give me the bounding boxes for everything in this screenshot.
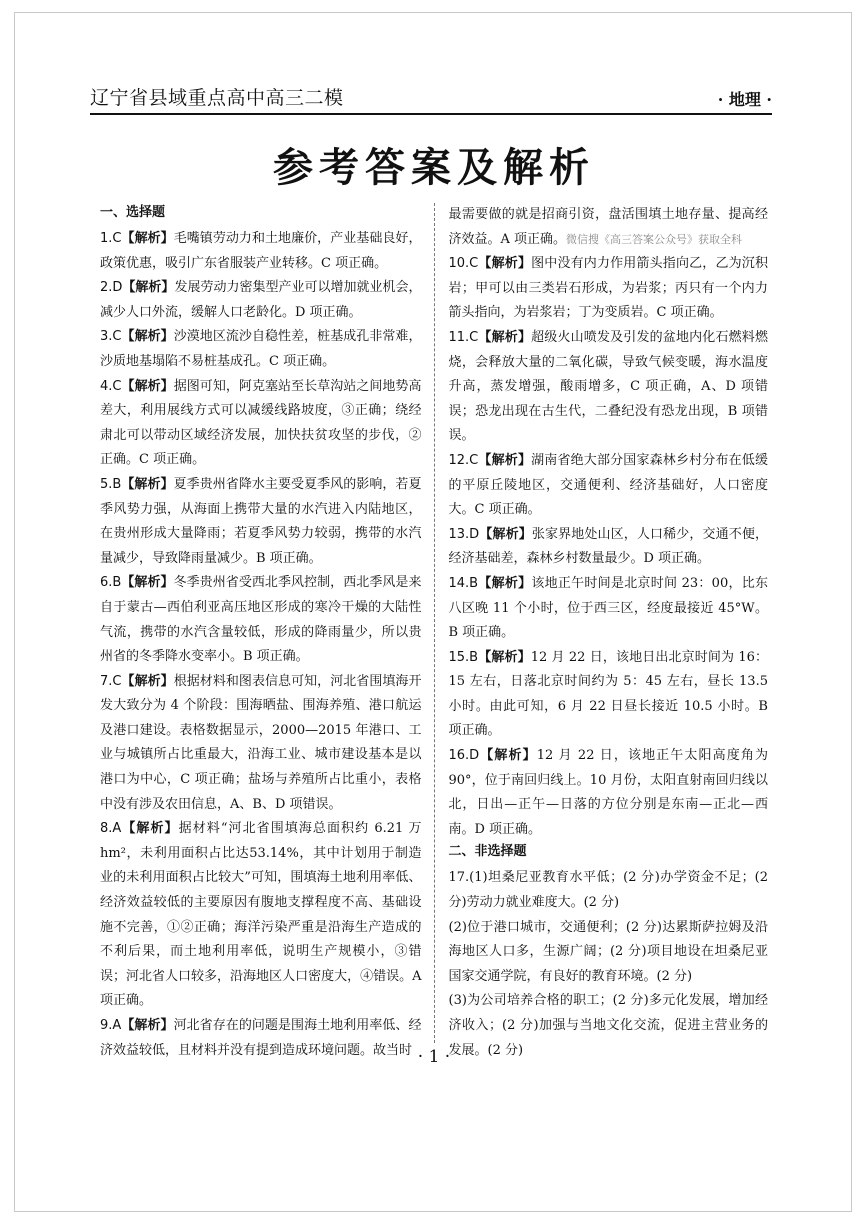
answer-item-5 bbox=[100, 473, 422, 571]
answer-number: 15.B bbox=[448, 649, 479, 665]
analysis-tag: 【解析】 bbox=[121, 1018, 174, 1033]
answer-item-14 bbox=[449, 572, 769, 646]
answer-number: 5.B bbox=[100, 476, 122, 492]
answer-number: 8.A bbox=[100, 821, 122, 837]
answer-text: 根据材料和图表信息可知，河北省围填海开发大致分为 4 个阶段：围海晒盐、围海养殖、港口航运及港口建设。表格数据显示，2000—2015 年港口、工业与城镇所占比重最大，沿海工业、城市建设基本是以港口为中心，C 项正确；盐场与养殖所占比重小，表格中没有涉及农田信息，A、B、D 项错误。 bbox=[100, 673, 422, 812]
answer-item-4 bbox=[100, 375, 422, 473]
answer-item-3 bbox=[100, 325, 422, 374]
answer-number: 9.A bbox=[100, 1018, 122, 1033]
answer-item-12 bbox=[449, 449, 769, 523]
answer-text: 超级火山喷发及引发的盆地内化石燃料燃烧，会释放大量的二氧化碳，导致气候变暖，海水温度升高，蒸发增强，酸雨增多，C 项正确，A、D 项错误；恐龙出现在古生代，二叠纪没有恐龙出现，B 项错误。 bbox=[448, 329, 768, 444]
answer-text: 最需要做的就是招商引资，盘活围填土地存量、提高经济效益。A 项正确。 bbox=[448, 207, 768, 247]
analysis-tag: 【解析】 bbox=[121, 575, 174, 591]
document-title: 参考答案及解析 bbox=[273, 145, 595, 191]
answer-item-6 bbox=[100, 571, 422, 669]
answer-number: 10.C bbox=[448, 256, 479, 272]
analysis-tag: 【解析】 bbox=[121, 231, 174, 246]
header-subject: · 地理 · bbox=[717, 90, 772, 109]
answer-number: 4.C bbox=[100, 378, 122, 394]
answer-item-2 bbox=[100, 276, 422, 325]
answer-number: 12.C bbox=[448, 452, 479, 468]
answer-item-8 bbox=[100, 817, 422, 1014]
answer-columns bbox=[100, 203, 768, 1058]
answer-17-part-2: (2)位于港口城市，交通便利；(2 分)达累斯萨拉姆及沿海地区人口多，生源广阔；(2 分)项目地设在坦桑尼亚国家交通学院，有良好的教育环境。(2 分) bbox=[448, 919, 768, 984]
right-column bbox=[439, 203, 769, 1058]
answer-item-15 bbox=[449, 646, 769, 744]
answer-number: 13.D bbox=[448, 526, 480, 542]
answer-text: 据材料“河北省围填海总面积约 6.21 万 hm²，未利用面积占比达53.14%，其中计划用于制造业的未利用面积占比较大”可知，围填海土地利用率低、经济效益较低的主要原因有腹地支撑程度不高、基础设施不完善，①②正确；海洋污染严重是沿海生产造成的不利后果，而土地利用率低，说明生产规模小，③错误；河北省人口较多，沿海地区人口密度大，④错误。A 项正确。 bbox=[100, 821, 422, 1009]
answer-item-1 bbox=[100, 227, 422, 276]
page-number: · 1 · bbox=[417, 1047, 451, 1067]
analysis-tag: 【解析】 bbox=[478, 256, 532, 272]
analysis-tag: 【解析】 bbox=[478, 575, 532, 591]
answer-text: 河北省存在的问题是围海土地利用率低、经济效益较低，且材料并没有提到造成环境问题。故当时 bbox=[100, 1018, 422, 1058]
answer-text: 毛嘴镇劳动力和土地廉价，产业基础良好，政策优惠，吸引广东省服装产业转移。C 项正确。 bbox=[100, 231, 422, 271]
answer-item-16 bbox=[449, 744, 769, 842]
answer-item-11 bbox=[449, 326, 769, 449]
answer-item-7 bbox=[100, 670, 422, 818]
answer-number: 1.C bbox=[100, 231, 122, 246]
answer-text: 发展劳动力密集型产业可以增加就业机会，减少人口外流，缓解人口老龄化。D 项正确。 bbox=[100, 280, 422, 320]
answer-text: 冬季贵州省受西北季风控制，西北季风是来自于蒙古—西伯利亚高压地区形成的寒冷干燥的大陆性气流，携带的水汽含量较低，形成的降雨量少，所以贵州省的冬季降水变率小。B 项正确。 bbox=[100, 575, 422, 665]
answer-17-part-1: 17.(1)坦桑尼亚教育水平低；(2 分)办学资金不足；(2 分)劳动力就业难度大。(2 分) bbox=[448, 870, 768, 911]
analysis-tag: 【解析】 bbox=[478, 329, 532, 345]
answer-text: 张家界地处山区，人口稀少，交通不便，经济基础差，森林乡村数量最少。D 项正确。 bbox=[448, 526, 768, 567]
answer-number: 7.C bbox=[100, 673, 122, 689]
header-title: 辽宁省县域重点高中高三二模 bbox=[90, 87, 344, 109]
watermark-text: 微信搜《高三答案公众号》获取全科 bbox=[566, 232, 743, 246]
analysis-tag: 【解析】 bbox=[121, 673, 174, 689]
answer-item-13 bbox=[449, 523, 769, 572]
answer-text: 图中没有内力作用箭头指向乙，乙为沉积岩；甲可以由三类岩石形成，为岩浆；丙只有一个内力箭头指向，为岩浆岩；丁为变质岩。C 项正确。 bbox=[448, 256, 768, 321]
analysis-tag: 【解析】 bbox=[122, 280, 175, 296]
answer-number: 11.C bbox=[448, 329, 479, 345]
answer-text: 夏季贵州省降水主要受夏季风的影响，若夏季风势力强，从海面上携带大量的水汽进入内陆地区，在贵州形成大量降雨；若夏季风势力较弱，携带的水汽量减少，导致降雨量减少。B 项正确。 bbox=[100, 476, 422, 566]
section-heading-choice: 一、选择题 bbox=[100, 205, 166, 220]
answer-17-part-3: (3)为公司培养合格的职工；(2 分)多元化发展，增加经济收入；(2 分)加强与当地文化交流，促进主营业务的发展。(2 分) bbox=[448, 993, 768, 1058]
column-divider bbox=[434, 203, 435, 1043]
analysis-tag: 【解析】 bbox=[121, 329, 174, 345]
answer-text: 12 月 22 日，该地正午太阳高度角为 90°，位于南回归线上。10 月份，太阳直射南回归线以北，日出—正午—日落的方位分别是东南—正北—西南。D 项正确。 bbox=[448, 748, 768, 837]
answer-item-9-continued bbox=[449, 203, 769, 252]
section-heading-nonchoice: 二、非选择题 bbox=[448, 844, 527, 860]
answer-number: 14.B bbox=[448, 575, 479, 591]
left-column bbox=[100, 203, 430, 1058]
answer-text: 据图可知，阿克塞站至长草沟站之间地势高差大，利用展线方式可以减缓线路坡度，③正确；绕经肃北可以带动区域经济发展，加快扶贫攻坚的步伐，②正确。C 项正确。 bbox=[100, 378, 422, 468]
answer-number: 16.D bbox=[448, 748, 480, 764]
answer-item-10 bbox=[449, 252, 769, 326]
analysis-tag: 【解析】 bbox=[121, 476, 174, 492]
analysis-tag: 【解析】 bbox=[121, 821, 179, 837]
analysis-tag: 【解析】 bbox=[478, 452, 532, 468]
answer-text: 湖南省绝大部分国家森林乡村分布在低缓的平原丘陵地区，交通便利、经济基础好，人口密度大。C 项正确。 bbox=[448, 452, 768, 518]
answer-number: 3.C bbox=[100, 329, 122, 345]
analysis-tag: 【解析】 bbox=[478, 649, 531, 665]
analysis-tag: 【解析】 bbox=[479, 748, 537, 764]
answer-number: 6.B bbox=[100, 575, 122, 591]
answer-text: 12 月 22 日，该地日出北京时间为 16：15 左右，日落北京时间约为 5：45 左右，昼长 13.5 小时。由此可知，6 月 22 日昼长接近 10.5 小时。B 项正确。 bbox=[448, 649, 768, 739]
answer-text: 该地正午时间是北京时间 23：00，比东八区晚 11 个小时，位于西三区，经度最接近 45°W。B 项正确。 bbox=[448, 575, 768, 641]
answer-number: 2.D bbox=[100, 280, 123, 296]
page-header bbox=[90, 83, 772, 115]
answer-text: 沙漠地区流沙自稳性差，桩基成孔非常难，沙质地基塌陷不易桩基成孔。C 项正确。 bbox=[100, 329, 422, 369]
analysis-tag: 【解析】 bbox=[479, 526, 532, 542]
analysis-tag: 【解析】 bbox=[121, 378, 174, 394]
